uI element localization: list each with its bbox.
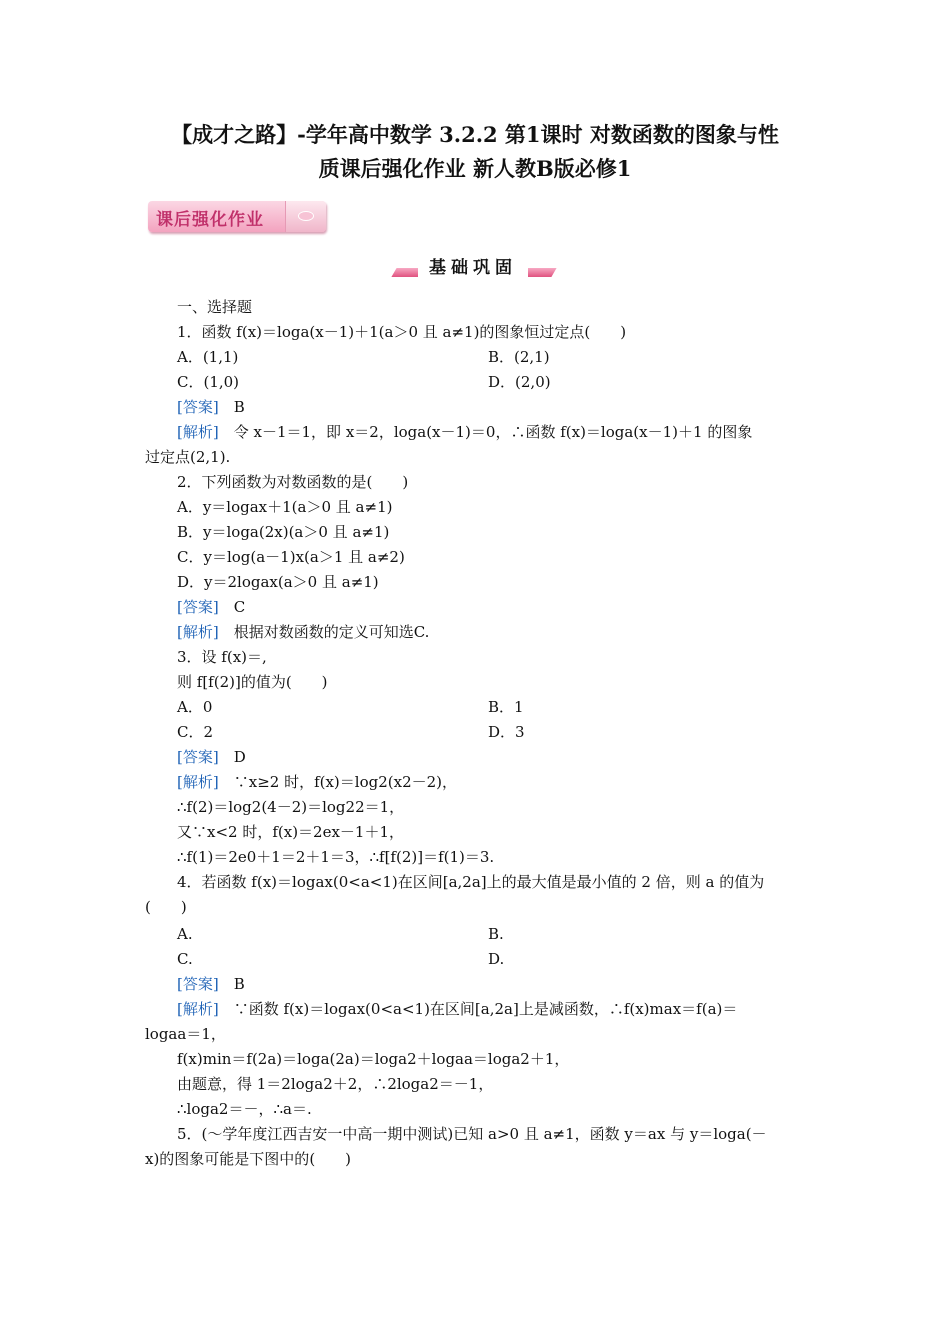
q3-analysis-line4: ∴f(1)＝2e0＋1＝2＋1＝3，∴f[f(2)]＝f(1)＝3. xyxy=(177,848,495,866)
q4-stem: 4．若函数 f(x)＝logax(0<a<1)在区间[a,2a]上的最大值是最小值的 2 倍，则 a 的值为 xyxy=(177,873,765,891)
q1-option-d: D．(2,0) xyxy=(488,373,551,391)
section-heading xyxy=(394,257,554,283)
q2-option-a: A．y＝logax＋1(a＞0 且 a≠1) xyxy=(177,498,393,516)
q4-answer xyxy=(177,974,245,994)
answer-tag: [答案] xyxy=(177,975,219,993)
homework-banner xyxy=(148,201,326,232)
q4-option-b: B. xyxy=(488,925,504,943)
q4-option-a: A. xyxy=(177,925,193,943)
q4-option-c: C. xyxy=(177,950,193,968)
part-heading: 一、选择题 xyxy=(177,298,253,316)
analysis-text: 令 x－1＝1，即 x＝2，loga(x－1)＝0，∴函数 f(x)＝loga(x－1)＋1 的图象 xyxy=(233,423,753,441)
q3-analysis-line2: ∴f(2)＝log2(4－2)＝log22＝1， xyxy=(177,798,405,816)
q4-analysis-line4: 由题意，得 1＝2loga2＋2，∴2loga2＝－1， xyxy=(177,1075,494,1093)
banner-label: 课后强化作业 xyxy=(156,210,264,230)
q3-option-d: D．3 xyxy=(488,723,525,741)
q2-option-b: B．y＝loga(2x)(a＞0 且 a≠1) xyxy=(177,523,390,541)
q1-analysis xyxy=(177,422,752,442)
analysis-text: ∵函数 f(x)＝logax(0<a<1)在区间[a,2a]上是减函数，∴f(x)max＝f(a)＝ xyxy=(233,1000,738,1018)
q3-analysis xyxy=(177,772,457,792)
q5-stem-cont: x)的图象可能是下图中的( ) xyxy=(145,1150,352,1168)
q2-analysis xyxy=(177,622,429,642)
analysis-text: 根据对数函数的定义可知选C. xyxy=(233,623,430,641)
answer-tag: [答案] xyxy=(177,598,219,616)
document-title-line2: 质课后强化作业 新人教B版必修1 xyxy=(318,156,632,181)
q4-analysis xyxy=(177,999,737,1019)
q1-option-c: C．(1,0) xyxy=(177,373,240,391)
answer-value: C xyxy=(233,598,246,616)
q2-stem: 2．下列函数为对数函数的是( ) xyxy=(177,473,409,491)
q3-option-a: A．0 xyxy=(177,698,213,716)
q2-option-d: D．y＝2logax(a＞0 且 a≠1) xyxy=(177,573,379,591)
q3-stem: 3．设 f(x)＝, xyxy=(177,648,267,666)
q1-answer xyxy=(177,397,245,417)
answer-value: B xyxy=(233,398,245,416)
section-label: 基础巩固 xyxy=(418,257,528,279)
q2-option-c: C．y＝log(a－1)x(a＞1 且 a≠2) xyxy=(177,548,405,566)
q3-answer xyxy=(177,747,246,767)
q4-stem-cont: ( ) xyxy=(145,898,187,916)
q1-option-b: B．(2,1) xyxy=(488,348,550,366)
analysis-text: ∵x≥2 时，f(x)＝log2(x2－2)， xyxy=(233,773,458,791)
analysis-tag: [解析] xyxy=(177,1000,219,1018)
analysis-tag: [解析] xyxy=(177,773,219,791)
q3-stem-cont: 则 f[f(2)]的值为( ) xyxy=(177,673,328,691)
q1-option-a: A．(1,1) xyxy=(177,348,239,366)
q2-answer xyxy=(177,597,245,617)
q4-analysis-line2: logaa＝1， xyxy=(145,1025,226,1043)
analysis-tag: [解析] xyxy=(177,623,219,641)
q4-analysis-line5: ∴loga2＝－，∴a＝. xyxy=(177,1100,312,1118)
document-title-line1: 【成才之路】-学年高中数学 3.2.2 第1课时 对数函数的图象与性 xyxy=(171,122,779,147)
q4-analysis-line3: f(x)min＝f(2a)＝loga(2a)＝loga2＋logaa＝loga2＋1， xyxy=(177,1050,570,1068)
q4-option-d: D. xyxy=(488,950,505,968)
q5-stem: 5．(～学年度江西吉安一中高一期中测试)已知 a>0 且 a≠1，函数 y＝ax 与 y＝loga(－ xyxy=(177,1125,767,1143)
q3-option-b: B．1 xyxy=(488,698,524,716)
analysis-tag: [解析] xyxy=(177,423,219,441)
answer-tag: [答案] xyxy=(177,398,219,416)
q1-stem: 1．函数 f(x)＝loga(x－1)＋1(a＞0 且 a≠1)的图象恒过定点( ) xyxy=(177,323,627,341)
answer-value: B xyxy=(233,975,245,993)
banner-tab-icon xyxy=(285,201,326,232)
answer-tag: [答案] xyxy=(177,748,219,766)
answer-value: D xyxy=(233,748,246,766)
q1-analysis-cont: 过定点(2,1). xyxy=(145,448,231,466)
q3-analysis-line3: 又∵x<2 时，f(x)＝2ex－1＋1， xyxy=(177,823,405,841)
q3-option-c: C．2 xyxy=(177,723,214,741)
